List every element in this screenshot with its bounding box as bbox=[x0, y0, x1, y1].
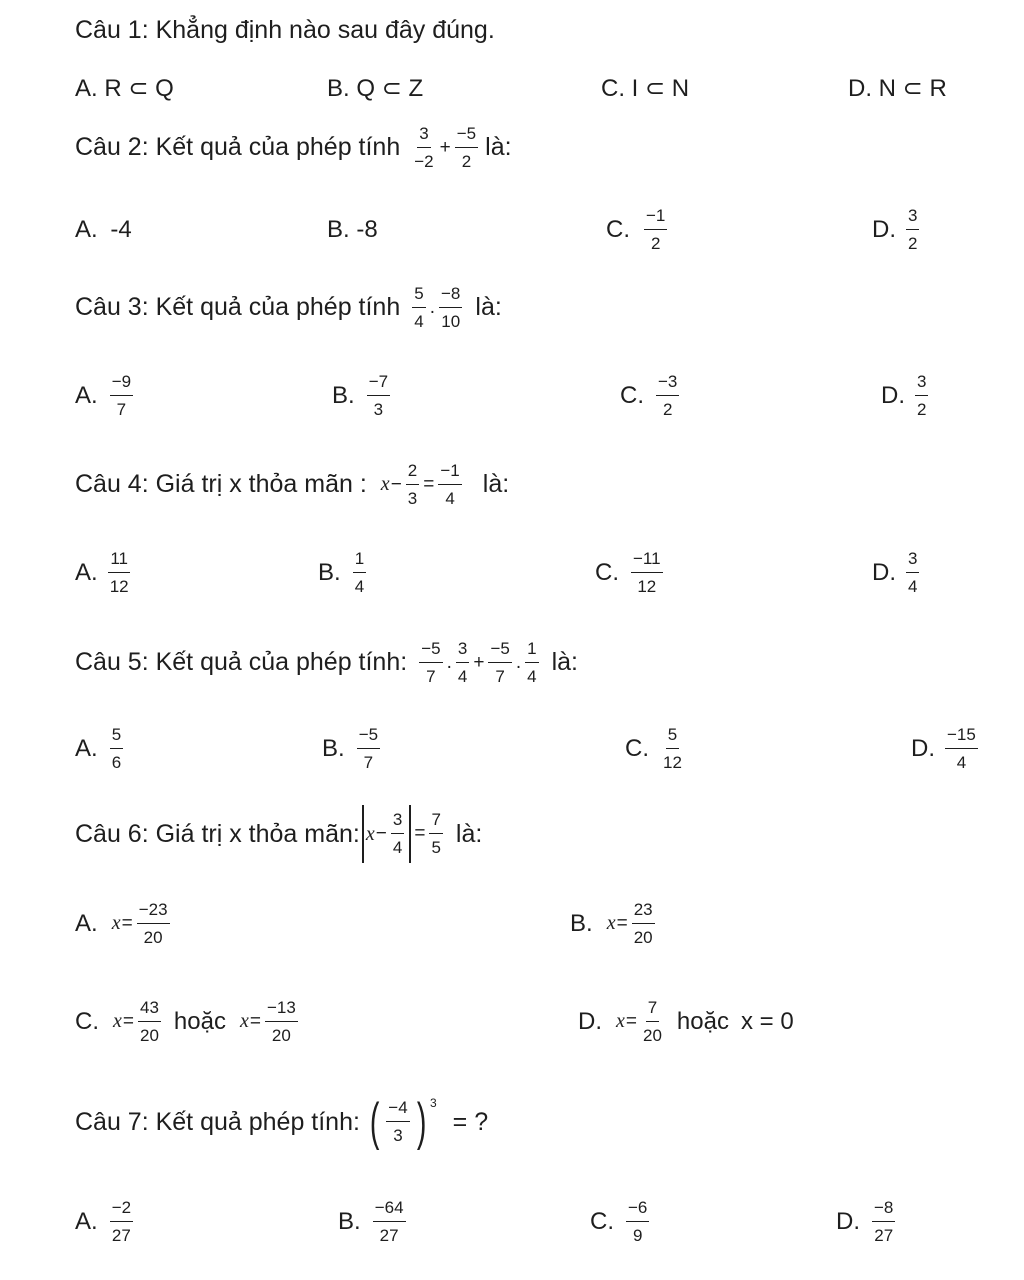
question-7-option-d[interactable] bbox=[836, 1198, 898, 1245]
operator: − bbox=[390, 473, 402, 495]
fraction: $\frac{-11}{12}$ bbox=[633, 549, 661, 596]
question-6-tail: là: bbox=[455, 819, 483, 848]
question-6 bbox=[75, 805, 482, 863]
question-1-option-b[interactable] bbox=[327, 74, 423, 103]
question-6-option-c[interactable] bbox=[75, 998, 301, 1045]
option-text: N ⊂ R bbox=[878, 75, 947, 102]
option-label: B. bbox=[332, 381, 355, 409]
option-label: B. bbox=[322, 734, 345, 762]
question-2-stem: Câu 2: Kết quả của phép tính bbox=[75, 133, 401, 162]
fraction: $\frac{2}{3}$ bbox=[407, 461, 418, 508]
question-4-option-a[interactable] bbox=[75, 549, 134, 596]
question-2-option-b[interactable] bbox=[327, 216, 378, 244]
fraction: $\frac{-1}{2}$ bbox=[646, 206, 666, 253]
conjunction-text: hoặc bbox=[676, 1007, 729, 1035]
option-label: B. bbox=[338, 1207, 361, 1235]
question-4-stem: Câu 4: Giá trị x thỏa mãn : bbox=[75, 470, 367, 499]
fraction: $\frac{-64}{27}$ bbox=[374, 1198, 404, 1245]
fraction: $\frac{3}{2}$ bbox=[908, 206, 918, 253]
option-label: D. bbox=[578, 1007, 602, 1035]
fraction: $\frac{-13}{20}$ bbox=[266, 998, 296, 1045]
question-3-stem: Câu 3: Kết quả của phép tính bbox=[75, 293, 401, 322]
variable-x: x bbox=[113, 1010, 122, 1033]
option-text: -8 bbox=[356, 216, 378, 243]
variable-x: x bbox=[606, 912, 616, 935]
question-4-option-b[interactable] bbox=[318, 549, 369, 596]
operator: . bbox=[446, 651, 452, 673]
operator: − bbox=[375, 823, 387, 844]
question-4-option-c[interactable] bbox=[595, 549, 666, 596]
option-text: Q ⊂ Z bbox=[356, 75, 424, 102]
option-label: C. bbox=[75, 1007, 99, 1035]
fraction: $\frac{-9}{7}$ bbox=[111, 372, 132, 419]
question-2-option-a[interactable] bbox=[75, 216, 132, 244]
fraction: $\frac{-23}{20}$ bbox=[138, 900, 168, 947]
variable-x: x bbox=[239, 1010, 249, 1033]
variable-x: x bbox=[380, 473, 390, 496]
right-paren: ) bbox=[416, 1093, 427, 1151]
option-tail-text: x = 0 bbox=[740, 1007, 794, 1035]
question-5-option-d[interactable] bbox=[911, 725, 981, 772]
option-label: B. bbox=[570, 909, 593, 937]
question-4 bbox=[75, 461, 509, 508]
operator: = bbox=[625, 1010, 637, 1032]
fraction: $\frac{11}{12}$ bbox=[109, 549, 129, 596]
option-label: C. bbox=[606, 215, 630, 243]
fraction: $\frac{3}{-2}$ bbox=[414, 124, 434, 171]
question-6-option-d[interactable] bbox=[578, 998, 794, 1045]
question-6-stem: Câu 6: Giá trị x thỏa mãn: bbox=[75, 819, 360, 848]
option-label: D. bbox=[872, 215, 896, 243]
option-label: B. bbox=[327, 75, 350, 102]
operator: = bbox=[121, 912, 133, 934]
operator: + bbox=[439, 136, 451, 158]
fraction: $\frac{-4}{3}$ bbox=[388, 1098, 408, 1145]
conjunction-text: hoặc bbox=[173, 1007, 226, 1035]
option-label: C. bbox=[595, 558, 619, 586]
fraction: $\frac{7}{20}$ bbox=[643, 998, 662, 1045]
option-label: A. bbox=[75, 558, 98, 586]
option-label: C. bbox=[625, 734, 649, 762]
fraction: $\frac{3}{4}$ bbox=[392, 810, 403, 857]
question-2 bbox=[75, 124, 512, 171]
question-5-option-c[interactable] bbox=[625, 725, 687, 772]
question-5-option-b[interactable] bbox=[322, 725, 383, 772]
question-1-stem: Câu 1: Khẳng định nào sau đây đúng. bbox=[75, 16, 495, 44]
fraction: $\frac{3}{4}$ bbox=[457, 639, 468, 686]
fraction: $\frac{5}{6}$ bbox=[111, 725, 122, 772]
question-7-option-a[interactable] bbox=[75, 1198, 136, 1245]
operator: . bbox=[515, 651, 522, 673]
option-label: D. bbox=[881, 381, 905, 409]
absolute-value-bar-right bbox=[409, 805, 411, 863]
fraction: $\frac{7}{5}$ bbox=[431, 810, 441, 857]
operator: = bbox=[423, 473, 435, 495]
question-5-stem: Câu 5: Kết quả của phép tính: bbox=[75, 648, 408, 677]
question-1-option-d[interactable] bbox=[848, 74, 947, 103]
operator: = bbox=[122, 1010, 134, 1032]
question-5-option-a[interactable] bbox=[75, 725, 126, 772]
option-label: A. bbox=[75, 909, 98, 937]
option-label: B. bbox=[327, 216, 350, 243]
question-7-tail: = ? bbox=[452, 1107, 489, 1136]
operator: = bbox=[249, 1010, 261, 1032]
question-6-option-b[interactable] bbox=[570, 900, 658, 947]
option-label: D. bbox=[848, 75, 872, 102]
option-text: -4 bbox=[110, 216, 132, 243]
fraction: $\frac{5}{12}$ bbox=[663, 725, 682, 772]
question-5-tail: là: bbox=[551, 648, 578, 677]
question-3-option-d[interactable] bbox=[881, 372, 931, 419]
fraction: $\frac{-5}{2}$ bbox=[456, 124, 477, 171]
fraction: $\frac{1}{4}$ bbox=[527, 639, 537, 686]
fraction: $\frac{1}{4}$ bbox=[354, 549, 365, 596]
fraction: $\frac{-5}{7}$ bbox=[490, 639, 510, 686]
operator: . bbox=[429, 296, 435, 318]
operator: = bbox=[414, 823, 426, 844]
fraction: $\frac{3}{4}$ bbox=[908, 549, 918, 596]
question-3-option-b[interactable] bbox=[332, 372, 393, 419]
variable-x: x bbox=[616, 1010, 625, 1033]
fraction: $\frac{-1}{4}$ bbox=[440, 461, 460, 508]
question-7-option-b[interactable] bbox=[338, 1198, 409, 1245]
option-label: A. bbox=[75, 216, 98, 243]
option-label: C. bbox=[620, 381, 644, 409]
option-label: A. bbox=[75, 734, 98, 762]
operator: = bbox=[616, 912, 628, 934]
question-3-option-a[interactable] bbox=[75, 372, 136, 419]
option-label: D. bbox=[872, 558, 896, 586]
question-4-option-d[interactable] bbox=[872, 549, 922, 596]
question-7-stem: Câu 7: Kết quả phép tính: bbox=[75, 1107, 360, 1136]
option-label: A. bbox=[75, 75, 98, 102]
option-label: B. bbox=[318, 558, 341, 586]
option-label: D. bbox=[836, 1207, 860, 1235]
absolute-value-bar-left bbox=[362, 805, 364, 863]
question-3 bbox=[75, 284, 502, 331]
question-4-tail: là: bbox=[482, 470, 510, 499]
option-text: R ⊂ Q bbox=[104, 75, 174, 102]
variable-x: x bbox=[111, 912, 121, 935]
fraction: $\frac{3}{2}$ bbox=[917, 372, 927, 419]
question-6-option-a[interactable] bbox=[75, 900, 173, 947]
fraction: $\frac{-2}{27}$ bbox=[111, 1198, 132, 1245]
question-3-tail: là: bbox=[475, 293, 502, 322]
option-label: C. bbox=[590, 1207, 614, 1235]
fraction: $\frac{-8}{27}$ bbox=[874, 1198, 894, 1245]
fraction: $\frac{-5}{7}$ bbox=[358, 725, 379, 772]
fraction: $\frac{5}{4}$ bbox=[414, 284, 424, 331]
exponent: 3 bbox=[429, 1096, 437, 1110]
fraction: $\frac{-15}{4}$ bbox=[947, 725, 976, 772]
operator: + bbox=[473, 651, 485, 673]
question-1-option-c[interactable] bbox=[601, 74, 689, 103]
option-label: C. bbox=[601, 75, 625, 102]
left-paren: ( bbox=[369, 1093, 380, 1151]
option-label: A. bbox=[75, 1207, 98, 1235]
question-2-option-d[interactable] bbox=[872, 206, 922, 253]
option-label: A. bbox=[75, 381, 98, 409]
fraction: $\frac{-3}{2}$ bbox=[658, 372, 678, 419]
question-1-option-a[interactable] bbox=[75, 74, 174, 103]
question-3-option-c[interactable] bbox=[620, 372, 682, 419]
question-7-option-c[interactable] bbox=[590, 1198, 652, 1245]
fraction: $\frac{23}{20}$ bbox=[633, 900, 653, 947]
question-2-option-c[interactable] bbox=[606, 206, 670, 253]
fraction: $\frac{-7}{3}$ bbox=[368, 372, 389, 419]
question-5 bbox=[75, 639, 578, 686]
variable-x: x bbox=[365, 822, 375, 845]
option-text: I ⊂ N bbox=[631, 75, 690, 102]
fraction: $\frac{43}{20}$ bbox=[140, 998, 159, 1045]
option-label: D. bbox=[911, 734, 935, 762]
fraction: $\frac{-5}{7}$ bbox=[421, 639, 441, 686]
question-2-tail: là: bbox=[485, 133, 512, 162]
fraction: $\frac{-8}{10}$ bbox=[441, 284, 461, 331]
question-7 bbox=[75, 1093, 489, 1151]
fraction: $\frac{-6}{9}$ bbox=[628, 1198, 648, 1245]
